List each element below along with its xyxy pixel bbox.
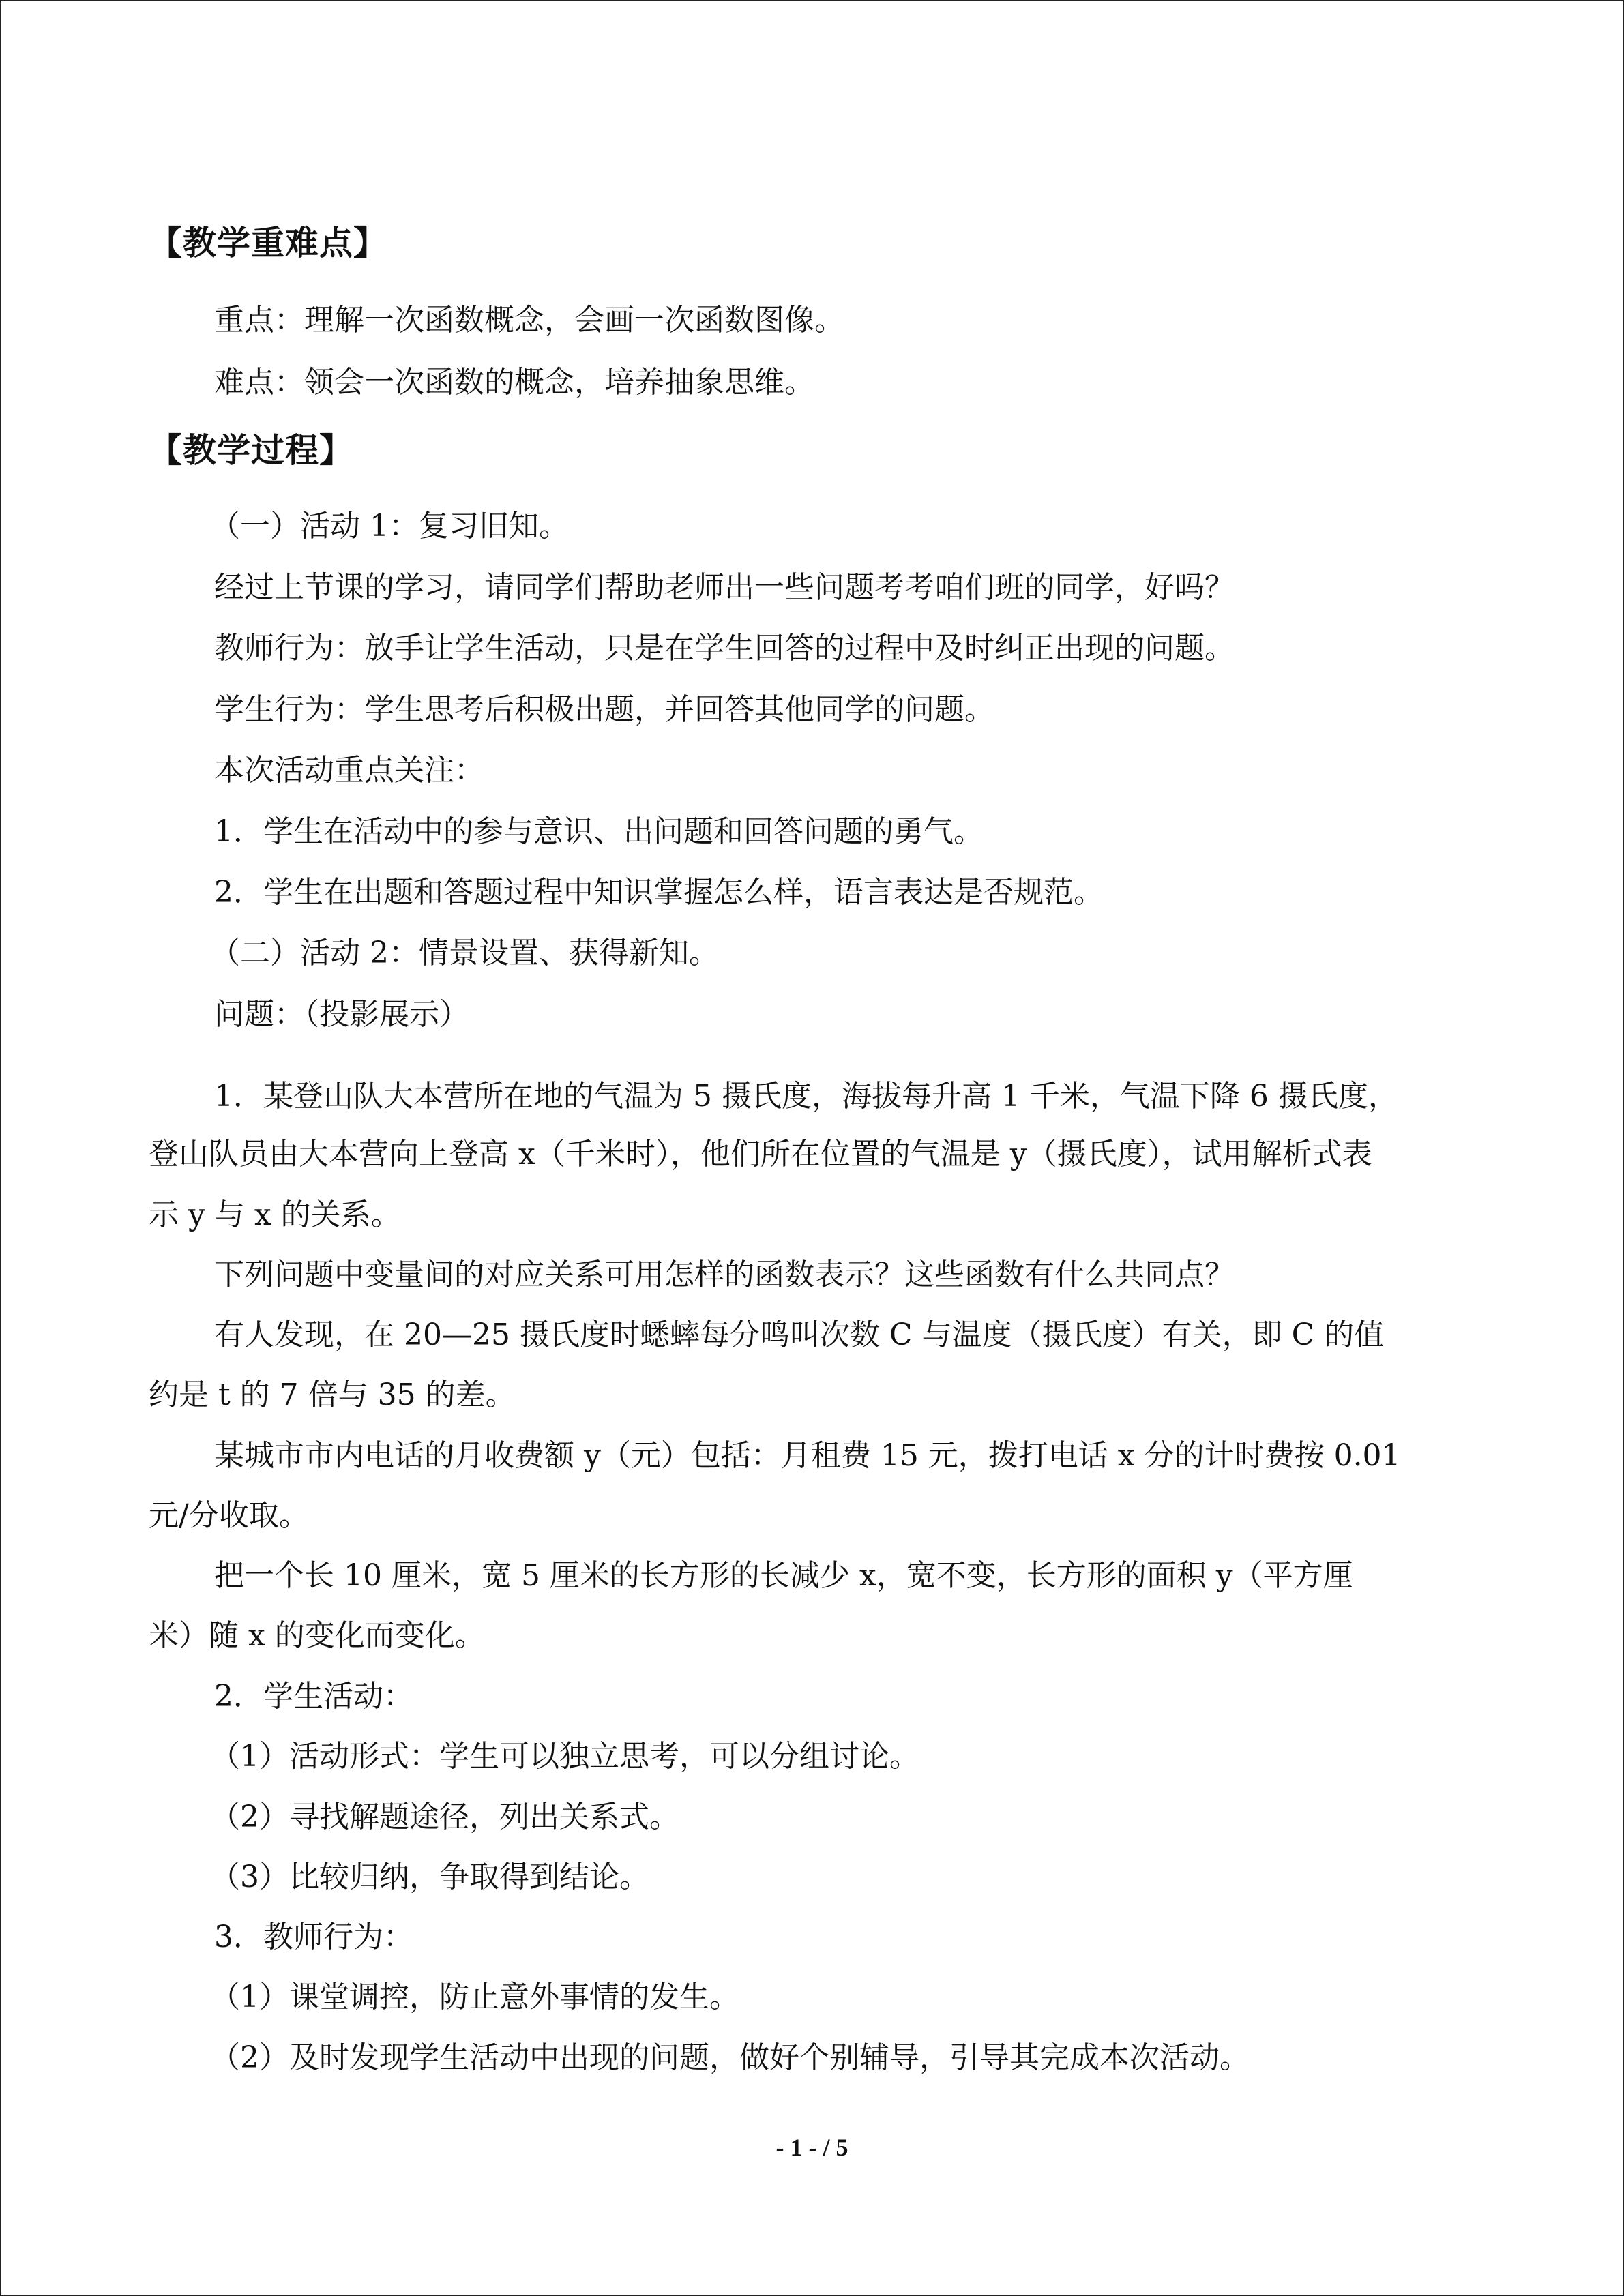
questions-intro: 下列问题中变量间的对应关系可用怎样的函数表示？这些函数有什么共同点？	[214, 1257, 1235, 1292]
paragraph: 经过上节课的学习，请同学们帮助老师出一些问题考考咱们班的同学，好吗？	[214, 570, 1235, 605]
student-activity-item: （2）寻找解题途径，列出关系式。	[210, 1800, 679, 1834]
student-behavior: 学生行为：学生思考后积极出题，并回答其他同学的问题。	[214, 692, 994, 727]
problem-1-line: 示 y 与 x 的关系。	[149, 1197, 401, 1232]
question-1-line: 约是 t 的 7 倍与 35 的差。	[149, 1377, 516, 1412]
question-2-line: 元/分收取。	[149, 1498, 309, 1533]
teacher-behavior: 教师行为：放手让学生活动，只是在学生回答的过程中及时纠正出现的问题。	[214, 631, 1235, 666]
focus-item-1: 1．学生在活动中的参与意识、出问题和回答问题的勇气。	[214, 814, 984, 849]
focus-title: 本次活动重点关注：	[214, 753, 484, 788]
key-point-line: 重点：理解一次函数概念，会画一次函数图像。	[214, 303, 844, 338]
problem-1-line: 1．某登山队大本营所在地的气温为 5 摄氏度，海拔每升高 1 千米，气温下降 6 摄氏度，	[214, 1079, 1398, 1114]
heading-teaching-process: 【教学过程】	[149, 430, 354, 470]
student-activity-item: （3）比较归纳，争取得到结论。	[210, 1860, 649, 1894]
focus-item-2: 2．学生在出题和答题过程中知识掌握怎么样，语言表达是否规范。	[214, 875, 1104, 910]
student-activity-item: （1）活动形式：学生可以独立思考，可以分组讨论。	[210, 1739, 919, 1774]
activity-2-title: （二）活动 2：情景设置、获得新知。	[210, 936, 719, 970]
problem-1-line: 登山队员由大本营向上登高 x（千米时），他们所在位置的气温是 y（摄氏度），试用解析式表	[149, 1137, 1372, 1172]
page-number: - 1 - / 5	[776, 2134, 848, 2161]
teacher-behavior-item: （1）课堂调控，防止意外事情的发生。	[210, 1980, 739, 2014]
teacher-behavior-title: 3．教师行为：	[214, 1920, 413, 1954]
difficult-point-line: 难点：领会一次函数的概念，培养抽象思维。	[214, 365, 814, 400]
question-2-line: 某城市市内电话的月收费额 y（元）包括：月租费 15 元，拨打电话 x 分的计时费按 0.01	[214, 1438, 1401, 1473]
student-activity-title: 2．学生活动：	[214, 1679, 413, 1714]
teacher-behavior-item: （2）及时发现学生活动中出现的问题，做好个别辅导，引导其完成本次活动。	[210, 2040, 1250, 2075]
question-3-line: 把一个长 10 厘米，宽 5 厘米的长方形的长减少 x，宽不变，长方形的面积 y（平方厘	[214, 1558, 1353, 1593]
question-3-line: 米）随 x 的变化而变化。	[149, 1618, 485, 1653]
heading-key-points: 【教学重难点】	[149, 223, 388, 263]
problem-intro: 问题：（投影展示）	[214, 997, 469, 1032]
question-1-line: 有人发现，在 20—25 摄氏度时蟋蟀每分鸣叫次数 C 与温度（摄氏度）有关，即 C 的值	[214, 1317, 1385, 1352]
activity-1-title: （一）活动 1：复习旧知。	[210, 509, 569, 543]
